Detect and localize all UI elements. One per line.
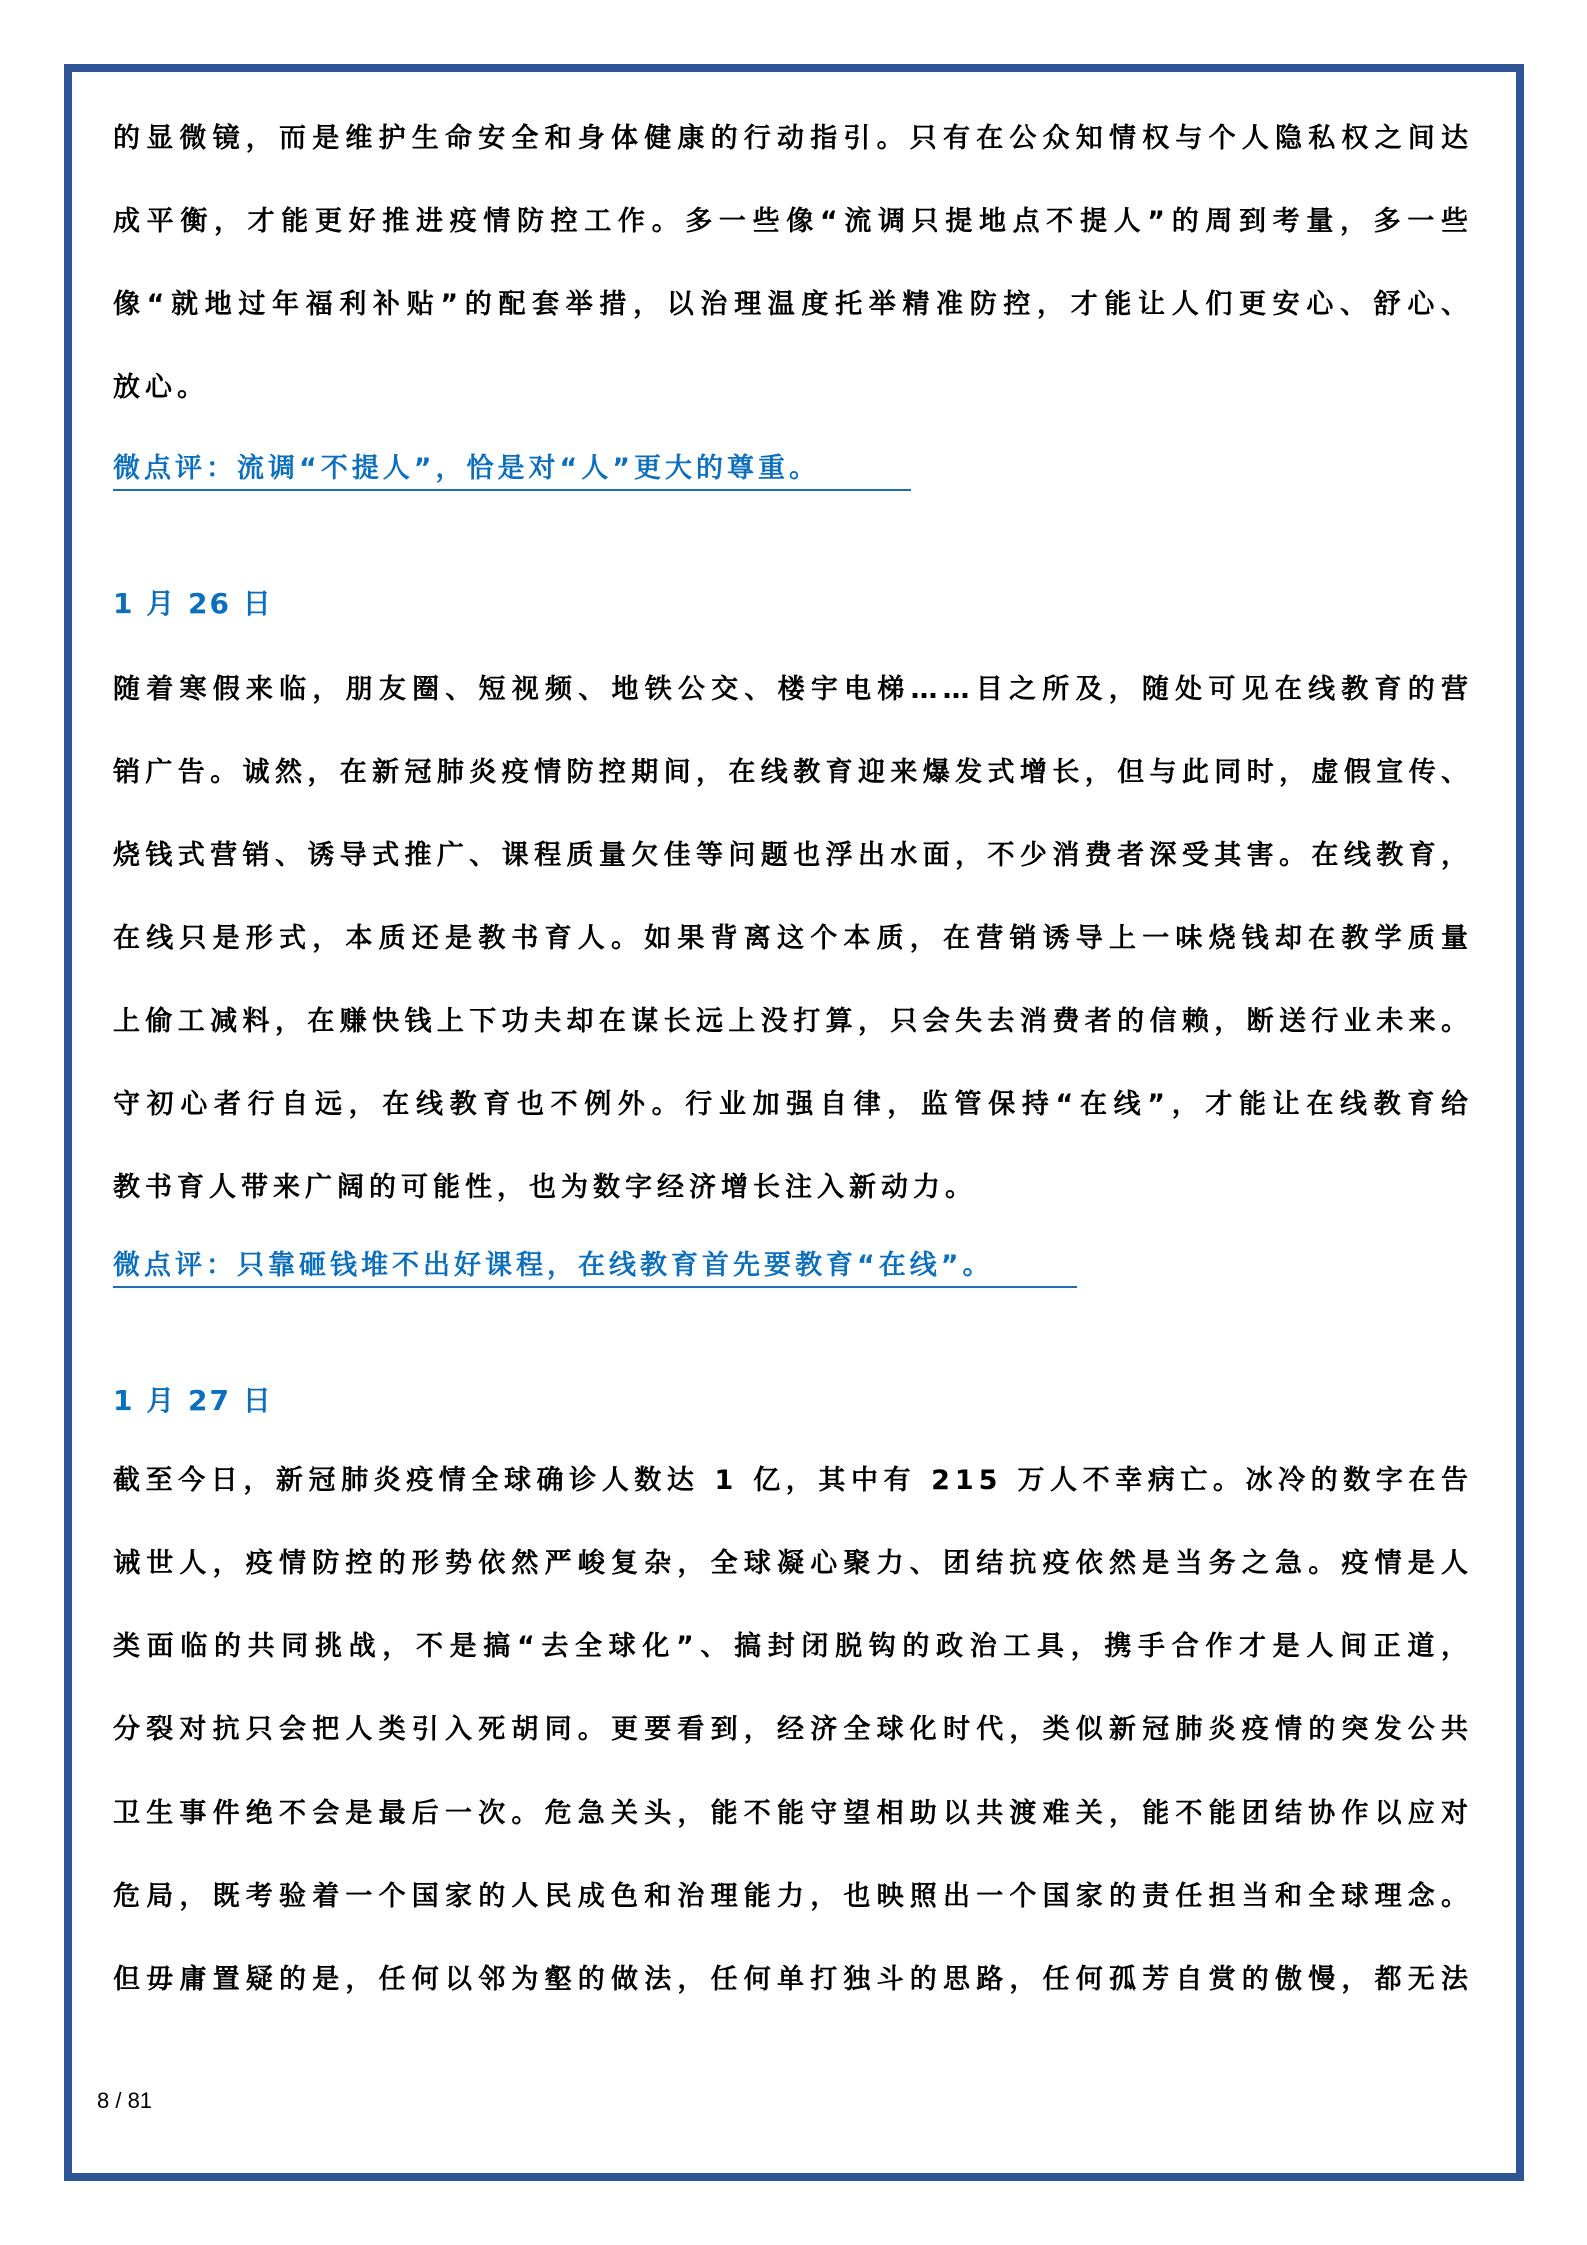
page-number: 8 / 81 <box>97 2088 153 2113</box>
paragraph-line: 在线只是形式，本质还是教书育人。如果背离这个本质，在营销诱导上一味烧钱却在教学质量 <box>113 923 1473 954</box>
paragraph-line: 卫生事件绝不会是最后一次。危急关头，能不能守望相助以共渡难关，能不能团结协作以应对 <box>113 1798 1473 1829</box>
paragraph-line: 类面临的共同挑战，不是搞“去全球化”、搞封闭脱钩的政治工具，携手合作才是人间正道， <box>113 1631 1473 1662</box>
paragraph-line: 但毋庸置疑的是，任何以邻为壑的做法，任何单打独斗的思路，任何孤芳自赏的傲慢，都无法 <box>113 1964 1473 1995</box>
comment-link[interactable]: 微点评：只靠砸钱堆不出好课程，在线教育首先要教育“在线”。 <box>113 1246 1077 1288</box>
paragraph-line: 销广告。诚然，在新冠肺炎疫情防控期间，在线教育迎来爆发式增长，但与此同时，虚假宣传、 <box>113 757 1473 788</box>
paragraph-line: 随着寒假来临，朋友圈、短视频、地铁公交、楼宇电梯……目之所及，随处可见在线教育的营 <box>113 674 1473 705</box>
paragraph-line: 诫世人，疫情防控的形势依然严峻复杂，全球凝心聚力、团结抗疫依然是当务之急。疫情是人 <box>113 1548 1473 1579</box>
paragraph-line: 教书育人带来广阔的可能性，也为数字经济增长注入新动力。 <box>113 1172 977 1203</box>
paragraph-line: 截至今日，新冠肺炎疫情全球确诊人数达 1 亿，其中有 215 万人不幸病亡。冰冷的数字在告 <box>113 1465 1473 1496</box>
date-heading: 1 月 26 日 <box>113 587 273 620</box>
paragraph-line: 上偷工减料，在赚快钱上下功夫却在谋长远上没打算，只会失去消费者的信赖，断送行业未来。 <box>113 1006 1473 1037</box>
comment-link[interactable]: 微点评：流调“不提人”，恰是对“人”更大的尊重。 <box>113 449 911 491</box>
date-heading: 1 月 27 日 <box>113 1384 273 1417</box>
paragraph-line: 分裂对抗只会把人类引入死胡同。更要看到，经济全球化时代，类似新冠肺炎疫情的突发公共 <box>113 1714 1473 1745</box>
paragraph-line: 危局，既考验着一个国家的人民成色和治理能力，也映照出一个国家的责任担当和全球理念。 <box>113 1881 1473 1912</box>
paragraph-line: 像“就地过年福利补贴”的配套举措，以治理温度托举精准防控，才能让人们更安心、舒心、 <box>113 289 1473 320</box>
paragraph-line: 成平衡，才能更好推进疫情防控工作。多一些像“流调只提地点不提人”的周到考量，多一些 <box>113 206 1473 237</box>
paragraph-line: 放心。 <box>113 372 209 403</box>
paragraph-line: 守初心者行自远，在线教育也不例外。行业加强自律，监管保持“在线”，才能让在线教育给 <box>113 1089 1473 1120</box>
paragraph-line: 的显微镜，而是维护生命安全和身体健康的行动指引。只有在公众知情权与个人隐私权之间达 <box>113 123 1473 154</box>
paragraph-line: 烧钱式营销、诱导式推广、课程质量欠佳等问题也浮出水面，不少消费者深受其害。在线教育， <box>113 840 1473 871</box>
